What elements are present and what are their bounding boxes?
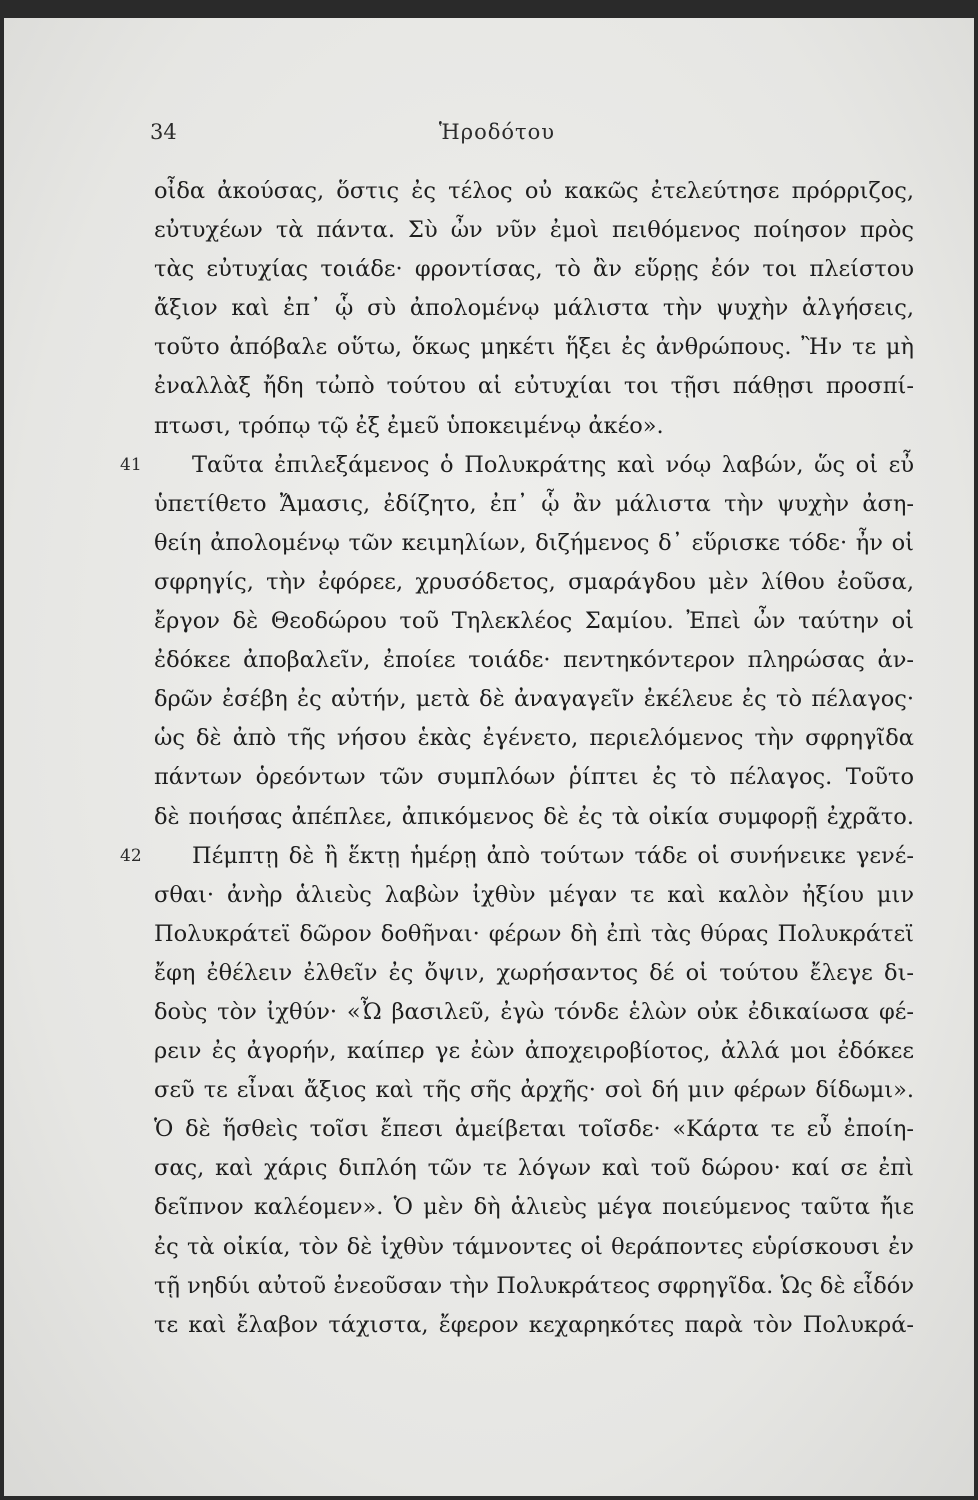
text-line: [154, 289, 914, 328]
text-line: [154, 1188, 914, 1227]
line-text: οἶδα ἀκούσας, ὅστις ἐς τέλος οὐ κακῶς ἐτελεύτησε πρόρριζος,: [154, 178, 914, 204]
text-line: [154, 954, 914, 993]
text-line: [154, 1032, 914, 1071]
text-line: [154, 1149, 914, 1188]
text-line: [154, 915, 914, 954]
line-text: τε καὶ ἔλαβον τάχιστα, ἔφερον κεχαρηκότες παρὰ τὸν Πολυκρά-: [154, 1311, 914, 1338]
text-line: [154, 1306, 914, 1345]
line-text: θείη ἀπολομένῳ τῶν κειμηλίων, διζήμενος δ᾽ εὕρισκε τόδε· ἦν οἱ: [154, 529, 914, 556]
line-text: ἄξιον καὶ ἐπ᾽ ᾧ σὺ ἀπολομένῳ μάλιστα τὴν ψυχὴν ἀλγήσεις,: [154, 295, 914, 322]
line-text: πάντων ὁρεόντων τῶν συμπλόων ῥίπτει ἐς τὸ πέλαγος. Τοῦτο: [154, 764, 914, 791]
line-text: δεῖπνον καλέομεν». Ὁ μὲν δὴ ἁλιεὺς μέγα ποιεύμενος ταῦτα ἤιε: [154, 1194, 914, 1221]
running-head: [150, 120, 844, 152]
text-line: [154, 485, 914, 524]
line-text: ρειν ἐς ἀγορήν, καίπερ γε ἐὼν ἀποχειροβίοτος, ἀλλά μοι ἐδόκεε: [154, 1038, 914, 1065]
text-line: [154, 993, 914, 1032]
text-line: [154, 1110, 914, 1149]
text-line: [154, 602, 914, 641]
page-title: Ἡροδότου: [438, 120, 556, 144]
line-text: ἐναλλὰξ ἤδη τὠπὸ τούτου αἱ εὐτυχίαι τοι τῇσι πάθῃσι προσπί-: [154, 373, 914, 400]
line-text: δοὺς τὸν ἰχθύν· «Ὦ βασιλεῦ, ἐγὼ τόνδε ἑλὼν οὐκ ἐδικαίωσα φέ-: [154, 998, 914, 1025]
text-line: [154, 524, 914, 563]
line-text: σεῦ τε εἶναι ἄξιος καὶ τῆς σῆς ἀρχῆς· σοὶ δή μιν φέρων δίδωμι».: [154, 1077, 914, 1104]
line-text: σφρηγίς, τὴν ἐφόρεε, χρυσόδετος, σμαράγδου μὲν λίθου ἐοῦσα,: [154, 568, 914, 595]
page-number: 34: [150, 120, 177, 144]
line-text: ὡς δὲ ἀπὸ τῆς νήσου ἑκὰς ἐγένετο, περιελόμενος τὴν σφρηγῖδα: [154, 725, 914, 752]
text-line: [154, 563, 914, 602]
line-text: ἔφη ἐθέλειν ἐλθεῖν ἐς ὄψιν, χωρήσαντος δέ οἱ τούτου ἔλεγε δι-: [154, 959, 914, 986]
line-text: Ταῦτα ἐπιλεξάμενος ὁ Πολυκράτης καὶ νόῳ λαβών, ὥς οἱ εὖ: [192, 451, 914, 478]
line-text: σθαι· ἀνὴρ ἁλιεὺς λαβὼν ἰχθὺν μέγαν τε καὶ καλὸν ἠξίου μιν: [154, 881, 914, 908]
text-line: [154, 641, 914, 680]
line-text: τῇ νηδύι αὐτοῦ ἐνεοῦσαν τὴν Πολυκράτεος σφρηγῖδα. Ὡς δὲ εἶδόν: [154, 1272, 914, 1299]
line-text: Ὁ δὲ ἥσθεὶς τοῖσι ἔπεσι ἀμείβεται τοῖσδε· «Κάρτα τε εὖ ἐποίη-: [154, 1116, 914, 1143]
body-text: [120, 172, 914, 1345]
text-line: [154, 328, 914, 367]
text-line: [154, 680, 914, 719]
line-text: τὰς εὐτυχίας τοιάδε· φροντίσας, τὸ ἂν εὕρῃς ἐόν τοι πλείστου: [154, 256, 914, 283]
book-page: [4, 18, 974, 1496]
line-text: τοῦτο ἀπόβαλε οὕτω, ὅκως μηκέτι ἥξει ἐς ἀνθρώπους. Ἢν τε μὴ: [154, 334, 914, 361]
text-line: [154, 1267, 914, 1306]
line-text: Πέμπτῃ δὲ ἢ ἕκτῃ ἡμέρῃ ἀπὸ τούτων τάδε οἱ συνήνεικε γενέ-: [192, 842, 914, 869]
text-line: [154, 250, 914, 289]
line-text: εὐτυχέων τὰ πάντα. Σὺ ὦν νῦν ἐμοὶ πειθόμενος ποίησον πρὸς: [154, 217, 914, 244]
line-text: ἐδόκεε ἀποβαλεῖν, ἐποίεε τοιάδε· πεντηκόντερον πληρώσας ἀν-: [154, 647, 914, 674]
text-line: [154, 367, 914, 406]
line-text: δὲ ποιήσας ἀπέπλεε, ἀπικόμενος δὲ ἐς τὰ οἰκία συμφορῇ ἐχρᾶτο.: [154, 803, 914, 830]
text-line: [154, 1071, 914, 1110]
text-line: [120, 837, 914, 876]
text-line: [154, 407, 914, 446]
line-text: Πολυκράτεϊ δῶρον δοθῆναι· φέρων δὴ ἐπὶ τὰς θύρας Πολυκράτεϊ: [154, 920, 914, 947]
chapter-number: 41: [120, 454, 142, 475]
text-line: [154, 211, 914, 250]
line-text: ἔργον δὲ Θεοδώρου τοῦ Τηλεκλέος Σαμίου. Ἐπεὶ ὦν ταύτην οἱ: [154, 608, 914, 635]
line-text: δρῶν ἐσέβη ἐς αὐτήν, μετὰ δὲ ἀναγαγεῖν ἐκέλευε ἐς τὸ πέλαγος·: [154, 686, 914, 713]
text-line: [154, 798, 914, 837]
line-text: ὑπετίθετο Ἄμασις, ἐδίζητο, ἐπ᾽ ᾧ ἂν μάλιστα τὴν ψυχὴν ἀση-: [154, 490, 914, 517]
text-line: [154, 172, 914, 211]
text-line: [154, 1228, 914, 1267]
line-text: σας, καὶ χάρις διπλόη τῶν τε λόγων καὶ τοῦ δώρου· καί σε ἐπὶ: [154, 1155, 914, 1182]
line-text: πτωσι, τρόπῳ τῷ ἐξ ἐμεῦ ὑποκειμένῳ ἀκέο».: [154, 412, 664, 439]
text-line: [120, 446, 914, 485]
text-line: [154, 719, 914, 758]
line-text: ἐς τὰ οἰκία, τὸν δὲ ἰχθὺν τάμνοντες οἱ θεράποντες εὑρίσκουσι ἐν: [154, 1233, 914, 1260]
text-line: [154, 758, 914, 797]
text-line: [154, 876, 914, 915]
chapter-number: 42: [120, 845, 142, 866]
